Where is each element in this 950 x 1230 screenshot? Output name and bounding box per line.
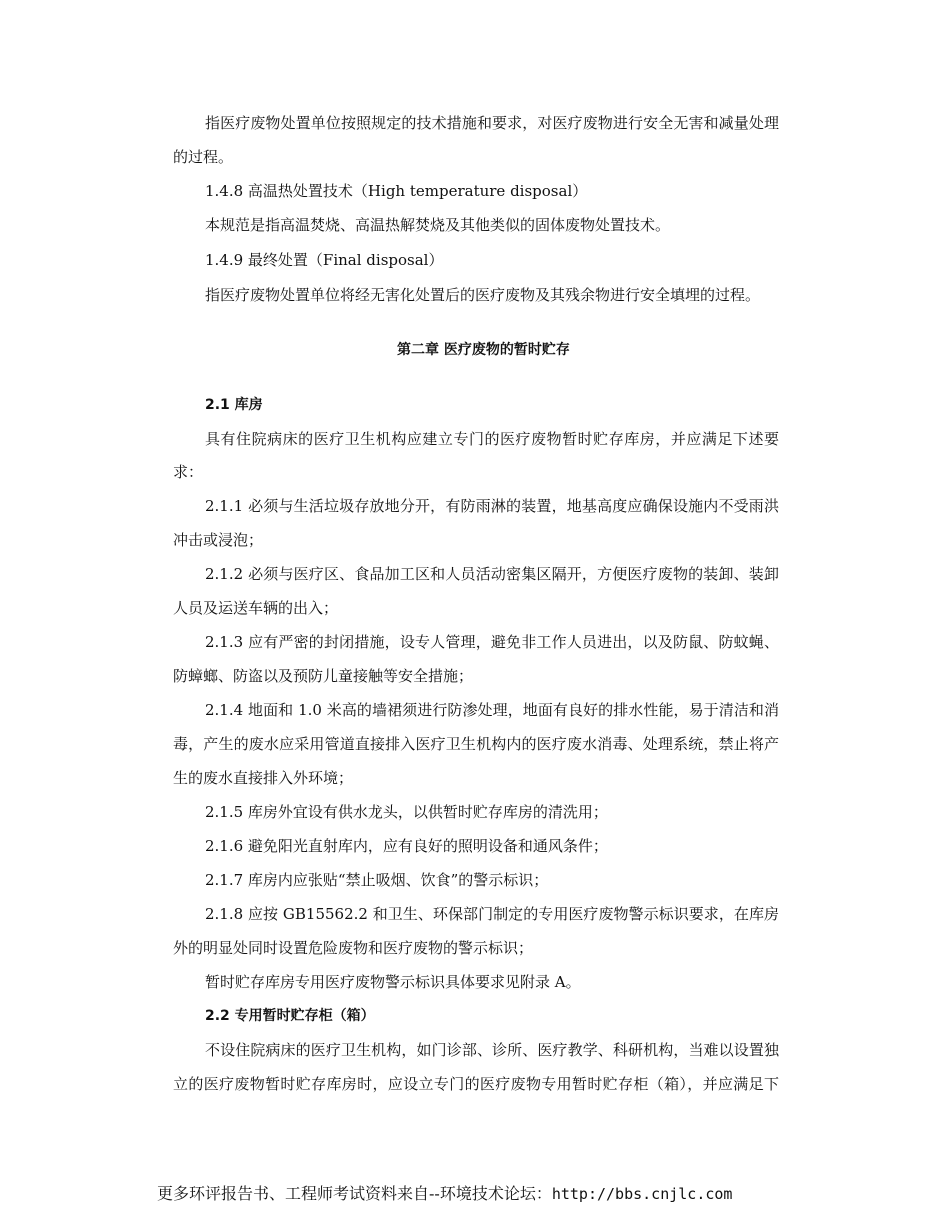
paragraph-line: 求： <box>173 463 204 481</box>
paragraph-line: 2.1.3 应有严密的封闭措施，设专人管理，避免非工作人员进出，以及防鼠、防蚊蝇、 <box>205 633 779 651</box>
section-heading-2-1: 2.1 库房 <box>205 397 263 413</box>
paragraph-line: 生的废水直接排入外环境； <box>173 769 354 787</box>
section-heading-1-4-9: 1.4.9 最终处置（Final disposal） <box>205 251 444 269</box>
footer-text: 更多环评报告书、工程师考试资料来自--环境技术论坛： <box>157 1184 552 1203</box>
section-heading-1-4-8: 1.4.8 高温热处置技术（High temperature disposal） <box>205 182 588 200</box>
paragraph-line: 2.1.2 必须与医疗区、食品加工区和人员活动密集区隔开，方便医疗废物的装卸、装卸 <box>205 565 779 583</box>
footer-link[interactable]: http://bbs.cnjlc.com <box>551 1185 733 1203</box>
paragraph-line: 2.1.1 必须与生活垃圾存放地分开，有防雨淋的装置，地基高度应确保设施内不受雨洪 <box>205 497 779 515</box>
paragraph-line: 不设住院病床的医疗卫生机构，如门诊部、诊所、医疗教学、科研机构，当难以设置独 <box>205 1041 779 1059</box>
chapter-title: 第二章 医疗废物的暂时贮存 <box>397 342 570 358</box>
paragraph-line: 指医疗废物处置单位按照规定的技术措施和要求，对医疗废物进行安全无害和减量处理 <box>205 114 779 132</box>
paragraph-line: 冲击或浸泡； <box>173 531 264 549</box>
section-heading-2-2: 2.2 专用暂时贮存柜（箱） <box>205 1008 375 1024</box>
page-footer <box>157 1184 732 1204</box>
paragraph-line: 防蟑螂、防盗以及预防儿童接触等安全措施； <box>173 667 474 685</box>
paragraph-line: 2.1.5 库房外宜设有供水龙头，以供暂时贮存库房的清洗用； <box>205 803 608 821</box>
paragraph-line: 外的明显处同时设置危险废物和医疗废物的警示标识； <box>173 939 534 957</box>
paragraph-line: 人员及运送车辆的出入； <box>173 599 339 617</box>
paragraph-line: 2.1.7 库房内应张贴“禁止吸烟、饮食”的警示标识； <box>205 871 549 889</box>
paragraph-line: 具有住院病床的医疗卫生机构应建立专门的医疗废物暂时贮存库房，并应满足下述要 <box>205 430 779 448</box>
paragraph-line: 暂时贮存库房专用医疗废物警示标识具体要求见附录 A。 <box>205 973 581 991</box>
paragraph-line: 2.1.8 应按 GB15562.2 和卫生、环保部门制定的专用医疗废物警示标识要求，在库房 <box>205 905 779 923</box>
paragraph-line: 2.1.6 避免阳光直射库内，应有良好的照明设备和通风条件； <box>205 837 608 855</box>
paragraph-line: 的过程。 <box>173 148 234 166</box>
paragraph-line: 本规范是指高温焚烧、高温热解焚烧及其他类似的固体废物处置技术。 <box>205 216 671 234</box>
paragraph-line: 指医疗废物处置单位将经无害化处置后的医疗废物及其残余物进行安全填埋的过程。 <box>205 286 761 304</box>
paragraph-line: 毒，产生的废水应采用管道直接排入医疗卫生机构内的医疗废水消毒、处理系统，禁止将产 <box>173 735 779 753</box>
paragraph-line: 2.1.4 地面和 1.0 米高的墙裙须进行防渗处理，地面有良好的排水性能，易于清洁和消 <box>205 701 779 719</box>
paragraph-line: 立的医疗废物暂时贮存库房时，应设立专门的医疗废物专用暂时贮存柜（箱），并应满足下 <box>173 1075 779 1093</box>
